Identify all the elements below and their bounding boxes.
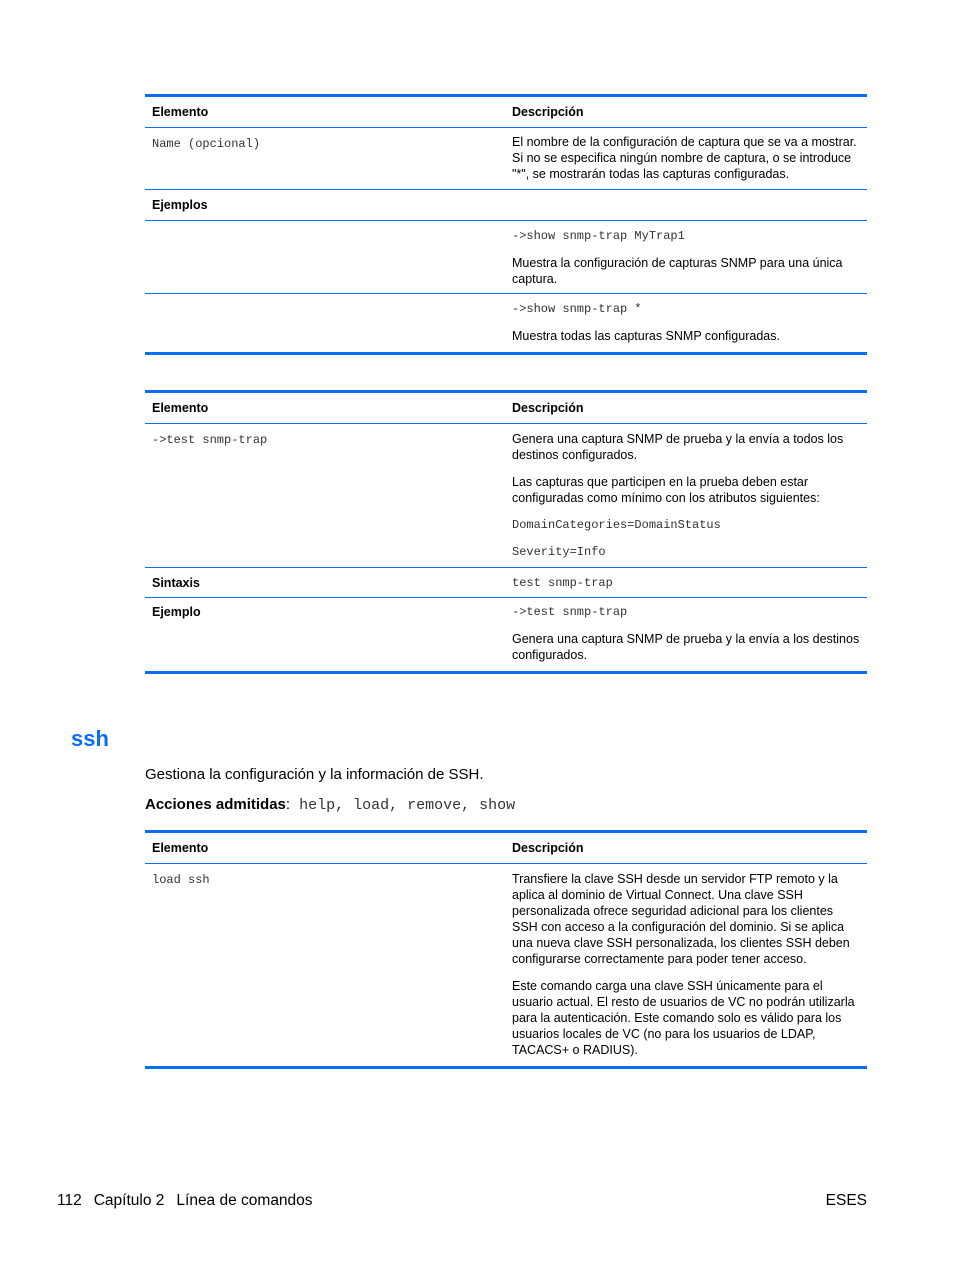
header-elemento: Elemento [152, 401, 209, 415]
table-header-row [145, 97, 867, 128]
example1-command: ->show snmp-trap MyTrap1 [512, 229, 685, 243]
table-test-snmp-trap [145, 390, 867, 674]
supported-actions-label: Acciones admitidas [145, 796, 286, 813]
empty-cell [145, 221, 506, 293]
description-paragraph: Genera una captura SNMP de prueba y la envía a todos los destinos configurados. [512, 432, 844, 462]
syntax-value: test snmp-trap [512, 576, 613, 590]
header-descripcion: Descripción [512, 105, 584, 119]
item-description [506, 424, 867, 567]
example-cell [506, 598, 867, 671]
item-load-ssh: load ssh [152, 873, 210, 887]
examples-label: Ejemplos [152, 198, 208, 212]
item-name-description: El nombre de la configuración de captura que se va a mostrar. Si no se especifica ningún nombre de captura, o se introduce "*", se mostrarán todas las capturas configuradas. [512, 135, 857, 181]
table-row [145, 190, 867, 221]
header-elemento: Elemento [152, 105, 209, 119]
table-row [145, 568, 867, 598]
example2-description: Muestra todas las capturas SNMP configuradas. [512, 329, 780, 343]
description-paragraph: Este comando carga una clave SSH únicamente para el usuario actual. El resto de usuarios de VC no podrán utilizarla para la autenticación. Este comando solo es válido para los usuarios locales de VC (no para los usuarios de LDAP, TACACS+ o RADIUS). [512, 979, 855, 1057]
syntax-label: Sintaxis [152, 576, 200, 590]
supported-actions-values: help, load, remove, show [290, 797, 516, 814]
item-description [506, 864, 867, 1066]
table-row [145, 864, 867, 1066]
table-show-snmp-trap [145, 94, 867, 355]
item-test-snmp-trap: ->test snmp-trap [152, 433, 268, 447]
example-label: Ejemplo [152, 605, 201, 619]
header-elemento: Elemento [152, 841, 209, 855]
page-footer-left [57, 1192, 313, 1210]
example-description: Genera una captura SNMP de prueba y la envía a los destinos configurados. [512, 632, 860, 662]
example1-description: Muestra la configuración de capturas SNMP para una única captura. [512, 256, 843, 286]
chapter-title: Línea de comandos [176, 1192, 313, 1209]
section-title: ssh [71, 726, 109, 751]
header-descripcion: Descripción [512, 841, 584, 855]
empty-cell [145, 294, 506, 352]
page-number: 112 [57, 1192, 82, 1209]
table-bottom-rule [145, 671, 867, 674]
supported-actions [145, 796, 515, 814]
chapter-label: Capítulo 2 [93, 1192, 165, 1209]
page-footer-right: ESES [825, 1192, 867, 1209]
supported-actions-colon: : [285, 796, 291, 813]
example-cell [506, 294, 867, 352]
table-header-row [145, 833, 867, 864]
example2-command: ->show snmp-trap * [512, 302, 642, 316]
description-paragraph: Transfiere la clave SSH desde un servidor FTP remoto y la aplica al dominio de Virtual Connect. Una clave SSH personalizada ofrece seguridad adicional para los clientes SSH con acceso a la configuración del dominio. Si se aplica una nueva clave SSH personalizada, los clientes SSH deben configurarse correctamente para poder tener acceso. [512, 872, 850, 966]
description-paragraph: Las capturas que participen en la prueba deben estar configuradas como mínimo con los atributos siguientes: [512, 475, 820, 505]
attribute-value: Severity=Info [512, 545, 606, 559]
table-bottom-rule [145, 1066, 867, 1069]
empty-cell [506, 190, 867, 220]
table-header-row [145, 393, 867, 424]
table-row [145, 221, 867, 294]
table-row [145, 598, 867, 671]
example-command: ->test snmp-trap [512, 605, 628, 619]
table-ssh [145, 830, 867, 1069]
attribute-value: DomainCategories=DomainStatus [512, 518, 721, 532]
example-cell [506, 221, 867, 293]
table-row [145, 294, 867, 352]
section-intro: Gestiona la configuración y la información de SSH. [145, 766, 484, 783]
table-bottom-rule [145, 352, 867, 355]
table-row [145, 424, 867, 568]
header-descripcion: Descripción [512, 401, 584, 415]
table-row [145, 128, 867, 190]
item-name: Name (opcional) [152, 137, 261, 151]
